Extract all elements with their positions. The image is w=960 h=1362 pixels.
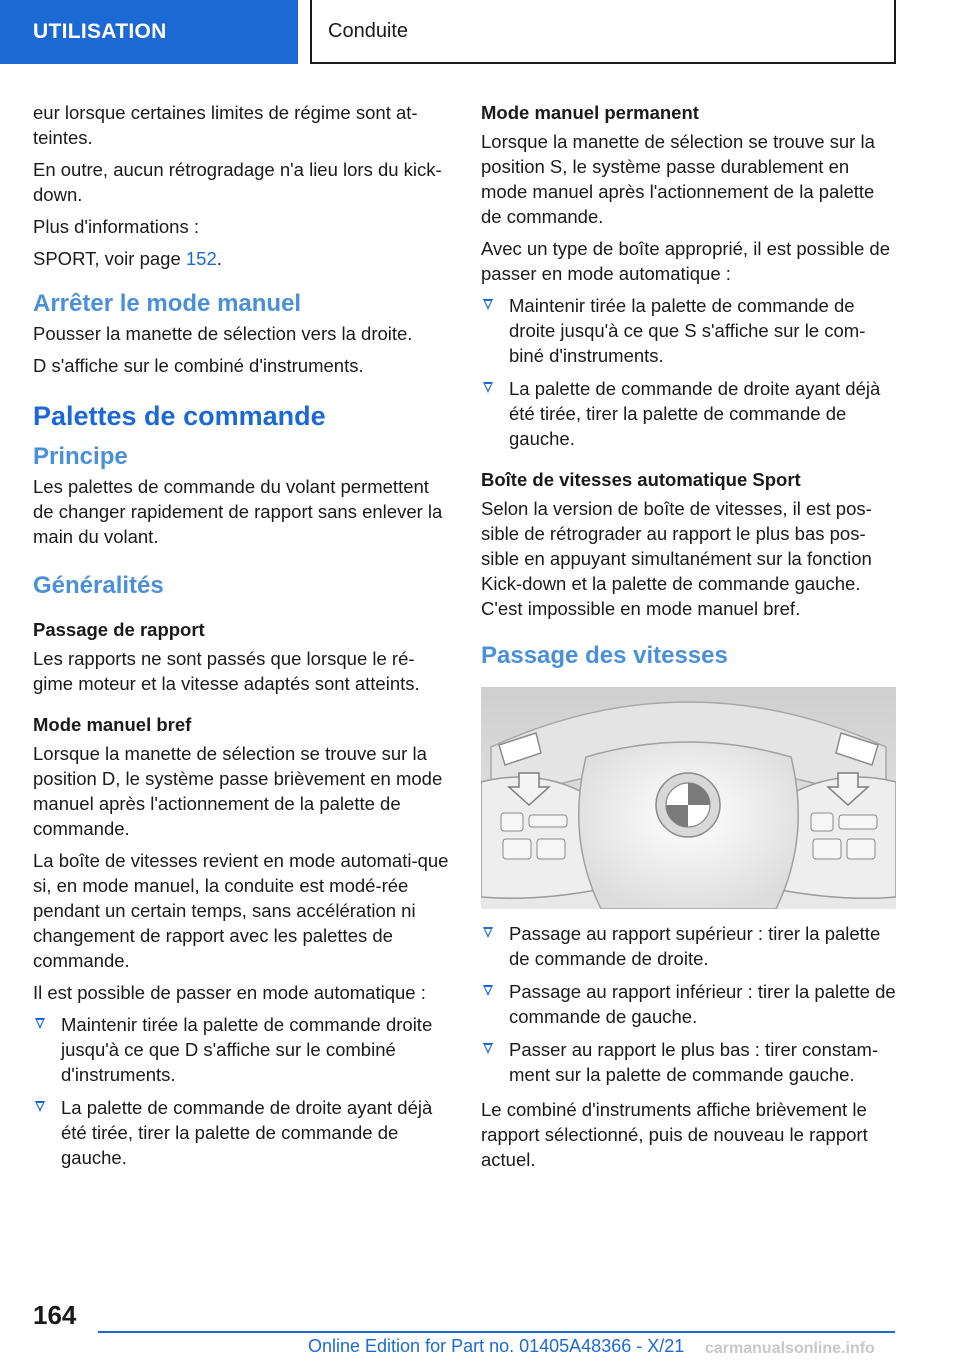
paragraph: Il est possible de passer en mode automatique : [33,982,426,1003]
heading-arreter: Arrêter le mode manuel [33,290,302,317]
text: . [216,248,222,269]
text: SPORT, voir page [33,248,186,269]
paragraph: Plus d'informations : [33,216,199,237]
left-column [33,100,449,1180]
bullet-list [33,1012,449,1170]
paragraph: Les rapports ne sont passés que lorsque le ré-gime moteur et la vitesse adaptés sont atteints. [33,648,420,694]
paragraph-with-link [33,246,449,271]
bullet-list [481,293,897,451]
triangle-bullet-icon [483,299,493,310]
watermark: carmanualsonline.info [705,1340,875,1357]
heading-mode-bref: Mode manuel bref [33,714,192,735]
list-item-text: Passage au rapport supérieur : tirer la palette de commande de droite. [509,923,881,969]
heading-palettes: Palettes de commande [33,401,326,431]
page-link[interactable]: 152 [185,248,217,269]
heading-principe: Principe [33,443,128,470]
chapter-tab [310,0,896,64]
edition-text: Online Edition for Part no. 01405A48366 - X/21 [308,1336,685,1356]
list-item-text: La palette de commande de droite ayant déjà été tirée, tirer la palette de commande de gauche. [61,1097,433,1168]
list-item-text: La palette de commande de droite ayant déjà été tirée, tirer la palette de commande de gauche. [509,378,881,449]
chapter-title: Conduite [328,19,409,42]
heading-passage-vitesses: Passage des vitesses [481,642,728,669]
list-item [33,1095,449,1170]
heading-generalites: Généralités [33,572,164,599]
list-item [481,921,897,971]
bullet-list [481,921,897,1087]
triangle-bullet-icon [483,1043,493,1054]
list-item [33,1012,449,1087]
triangle-bullet-icon [483,382,493,393]
list-item-text: Passer au rapport le plus bas : tirer constam-ment sur la palette de commande gauche. [509,1039,879,1085]
paragraph: Le combiné d'instruments affiche brièvement le rapport sélectionné, puis de nouveau le rapport actuel. [481,1099,868,1170]
footer-divider [98,1331,895,1333]
list-item-text: Maintenir tirée la palette de commande droite jusqu'à ce que D s'affiche sur le combiné d'instruments. [61,1014,433,1085]
paragraph: Lorsque la manette de sélection se trouve sur la position S, le système passe durablement en mode manuel après l'actionnement de la palette de commande. [481,131,875,227]
list-item [481,293,897,368]
right-column [481,100,897,1179]
paragraph: Pousser la manette de sélection vers la droite. [33,323,413,344]
paragraph: D s'affiche sur le combiné d'instruments. [33,355,364,376]
heading-boite-sport: Boîte de vitesses automatique Sport [481,469,801,490]
list-item [481,376,897,451]
list-item [481,1037,897,1087]
paragraph: Selon la version de boîte de vitesses, il est pos-sible de rétrograder au rapport le plus bas pos-sible en appuyant simultanément sur la fonction Kick-down et la palette de commande gauche. C'est impossible en mode manuel bref. [481,498,872,619]
section-tab [0,0,298,64]
paragraph: Avec un type de boîte approprié, il est possible de passer en mode automatique : [481,238,890,284]
steering-wheel-illustration [481,687,896,909]
list-item-text: Passage au rapport inférieur : tirer la palette de commande de gauche. [509,981,896,1027]
paragraph: Les palettes de commande du volant permettent de changer rapidement de rapport sans enlever la main du volant. [33,476,443,547]
paragraph: Lorsque la manette de sélection se trouve sur la position D, le système passe brièvement en mode manuel après l'actionnement de la palette de commande. [33,743,443,839]
paragraph: En outre, aucun rétrogradage n'a lieu lors du kick-down. [33,159,442,205]
heading-passage-rapport: Passage de rapport [33,619,205,640]
page-number: 164 [33,1300,77,1330]
list-item-text: Maintenir tirée la palette de commande de droite jusqu'à ce que S s'affiche sur le com-biné d'instruments. [509,295,866,366]
triangle-bullet-icon [483,985,493,996]
triangle-bullet-icon [483,927,493,938]
section-title: UTILISATION [33,20,167,43]
triangle-bullet-icon [35,1018,45,1029]
triangle-bullet-icon [35,1101,45,1112]
list-item [481,979,897,1029]
heading-mode-permanent: Mode manuel permanent [481,102,699,123]
paragraph: La boîte de vitesses revient en mode automati-que si, en mode manuel, la conduite est modé-rée pendant un certain temps, sans accélération ni changement de rapport avec les palettes de commande. [33,850,449,971]
paragraph: eur lorsque certaines limites de régime sont at-teintes. [33,102,418,148]
